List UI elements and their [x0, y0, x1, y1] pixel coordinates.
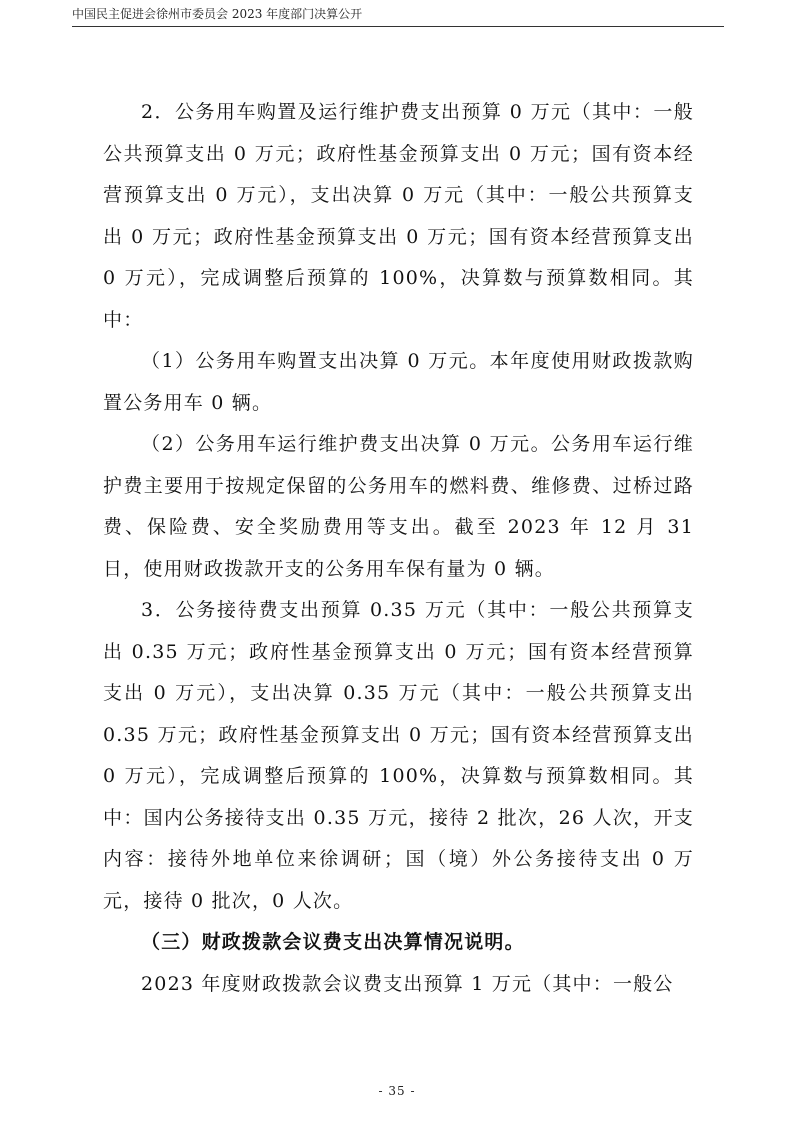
header-divider: [72, 26, 724, 27]
paragraph-vehicle-expenses: 2．公务用车购置及运行维护费支出预算 0 万元（其中：一般公共预算支出 0 万元；政府性基金预算支出 0 万元；国有资本经营预算支出 0 万元），支出决算 0 万元（其中：一般公共预算支出 0 万元；政府性基金预算支出 0 万元；国有资本经营预算支出 0 万元），完成调整后预算的 100%，决算数与预算数相同。其中：: [103, 101, 694, 331]
page-header: 中国民主促进会徐州市委员会 2023 年度部门决算公开: [72, 7, 363, 21]
paragraph-reception-expenses: 3．公务接待费支出预算 0.35 万元（其中：一般公共预算支出 0.35 万元；政府性基金预算支出 0 万元；国有资本经营预算支出 0 万元），支出决算 0.35 万元（其中：一般公共预算支出 0.35 万元；政府性基金预算支出 0 万元；国有资本经营预算支出 0 万元），完成调整后预算的 100%，决算数与预算数相同。其中：国内公务接待支出 0.35 万元，接待 2 批次，26 人次，开支内容：接待外地单位来徐调研；国（境）外公务接待支出 0 万元，接待 0 批次，0 人次。: [103, 599, 694, 912]
paragraph-meeting-expenses: 2023 年度财政拨款会议费支出预算 1 万元（其中：一般公: [141, 972, 674, 995]
page-number: - 35 -: [378, 1084, 416, 1098]
document-body: [103, 92, 694, 1005]
section-heading-meeting-expenses: （三）财政拨款会议费支出决算情况说明。: [141, 931, 525, 953]
paragraph-vehicle-maintenance: （2）公务用车运行维护费支出决算 0 万元。公务用车运行维护费主要用于按规定保留的公务用车的燃料费、维修费、过桥过路费、保险费、安全奖励费用等支出。截至 2023 年 12 月 31 日，使用财政拨款开支的公务用车保有量为 0 辆。: [103, 433, 694, 580]
paragraph-vehicle-purchase: （1）公务用车购置支出决算 0 万元。本年度使用财政拨款购置公务用车 0 辆。: [103, 350, 694, 414]
